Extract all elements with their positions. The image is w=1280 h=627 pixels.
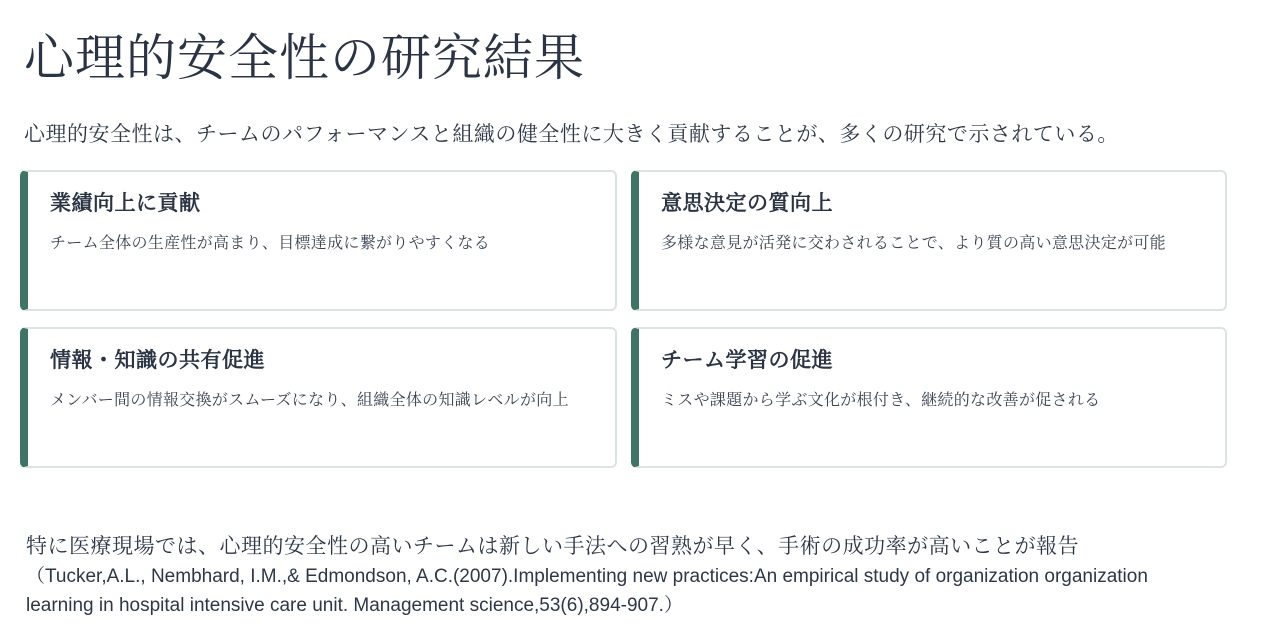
card-knowledge-sharing	[20, 327, 617, 468]
card-title: 意思決定の質向上	[661, 191, 833, 215]
card-description: メンバー間の情報交換がスムーズになり、組織全体の知識レベルが向上	[50, 390, 569, 409]
card-description: 多様な意見が活発に交わされることで、より質の高い意思決定が可能	[661, 233, 1166, 252]
note-citation: （Tucker,A.L., Nembhard, I.M.,& Edmondson, A.C.(2007).Implementing new practices:An empirical study of organization organization learning in hospital intensive care unit. Management science,53(6),894-907.）	[26, 566, 1148, 616]
card-team-learning	[631, 327, 1227, 468]
intro-text: 心理的安全性は、チームのパフォーマンスと組織の健全性に大きく貢献することが、多くの研究で示されている。	[24, 122, 1119, 146]
card-title: 情報・知識の共有促進	[50, 348, 265, 372]
card-title: 業績向上に貢献	[50, 191, 201, 215]
page-title: 心理的安全性の研究結果	[24, 29, 585, 87]
note-main-text: 特に医療現場では、心理的安全性の高いチームは新しい手法への習熟が早く、手術の成功率が高いことが報告	[26, 534, 1080, 558]
card-description: チーム全体の生産性が高まり、目標達成に繋がりやすくなる	[50, 233, 491, 252]
card-performance	[20, 170, 617, 311]
research-note	[26, 530, 1226, 620]
card-decision-quality	[631, 170, 1227, 311]
card-title: チーム学習の促進	[661, 348, 833, 372]
card-description: ミスや課題から学ぶ文化が根付き、継続的な改善が促される	[661, 390, 1101, 409]
